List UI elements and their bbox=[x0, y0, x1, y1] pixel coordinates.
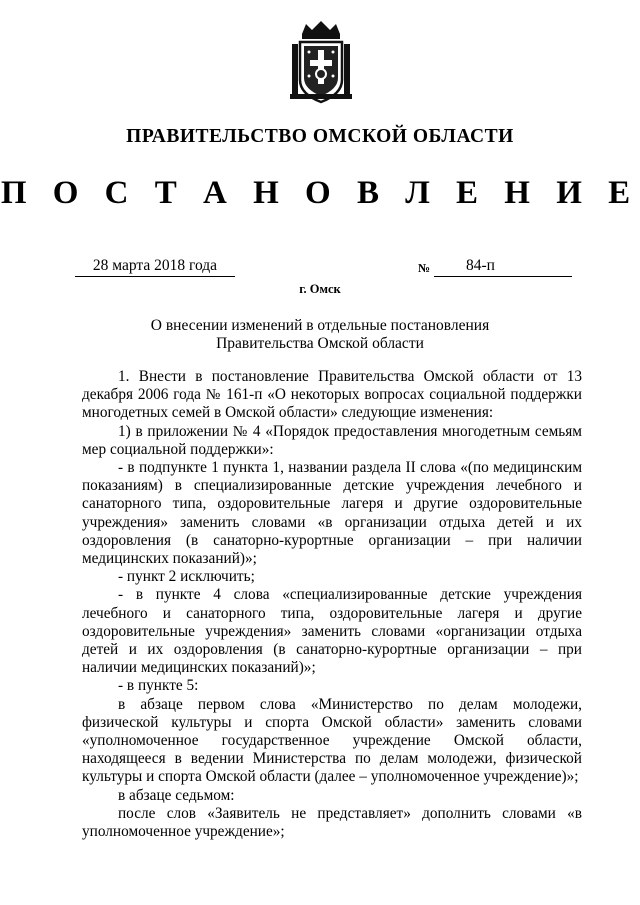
document-type-title: П О С Т А Н О В Л Е Н И Е bbox=[0, 175, 640, 211]
document-body bbox=[82, 368, 582, 841]
document-subject bbox=[0, 317, 640, 353]
document-date: 28 марта 2018 года bbox=[75, 257, 235, 277]
government-title: ПРАВИТЕЛЬСТВО ОМСКОЙ ОБЛАСТИ bbox=[126, 126, 514, 147]
paragraph-5: - в пункте 4 слова «специализированные детские учреждения лечебного и санаторного типа, оздоровительные лагеря и другие оздоровительные учреждения» заменить словами «организации отдыха детей и их оздоровления (в санаторно-курортные организации – при наличии медицинских показаний)»; bbox=[82, 586, 582, 677]
paragraph-2: 1) в приложении № 4 «Порядок предоставления многодетным семьям мер социальной поддержки»: bbox=[82, 422, 582, 458]
omsk-coat-of-arms-icon bbox=[286, 20, 356, 108]
paragraph-1: 1. Внести в постановление Правительства Омской области от 13 декабря 2006 года № 161-п «О некоторых вопросах социальной поддержки многодетных семей в Омской области» следующие изменения: bbox=[82, 368, 582, 422]
number-label: № bbox=[418, 261, 431, 275]
paragraph-3: - в подпункте 1 пункта 1, названии раздела II слова «(по медицинским показаниям) в специализированные детские учреждения лечебного и санаторного типа, оздоровительные лагеря и другие оздоровительные учреждения» заменить словами «в организации отдыха детей и их оздоровления (в санаторно-курортные организации – при наличии медицинских показаний)»; bbox=[82, 459, 582, 568]
paragraph-4: - пункт 2 исключить; bbox=[118, 568, 255, 586]
paragraph-7: в абзаце первом слова «Министерство по делам молодежи, физической культуры и спорта Омской области» заменить словами «уполномоченное государственное учреждение Омской области, находящееся в ведении Министерства по делам молодежи, физической культуры и спорта Омской области (далее – уполномоченное учреждение)»; bbox=[82, 695, 582, 786]
paragraph-9: после слов «Заявитель не представляет» дополнить словами «в уполномоченное учреждение»; bbox=[82, 804, 582, 841]
city-name: г. Омск bbox=[299, 282, 341, 296]
paragraph-8: в абзаце седьмом: bbox=[118, 786, 235, 804]
subject-line-2: Правительства Омской области bbox=[216, 335, 424, 352]
subject-line-1: О внесении изменений в отдельные постановления bbox=[150, 317, 490, 334]
document-number-field bbox=[434, 257, 572, 277]
paragraph-6: - в пункте 5: bbox=[118, 677, 199, 695]
document-number: 84-п bbox=[466, 257, 495, 274]
